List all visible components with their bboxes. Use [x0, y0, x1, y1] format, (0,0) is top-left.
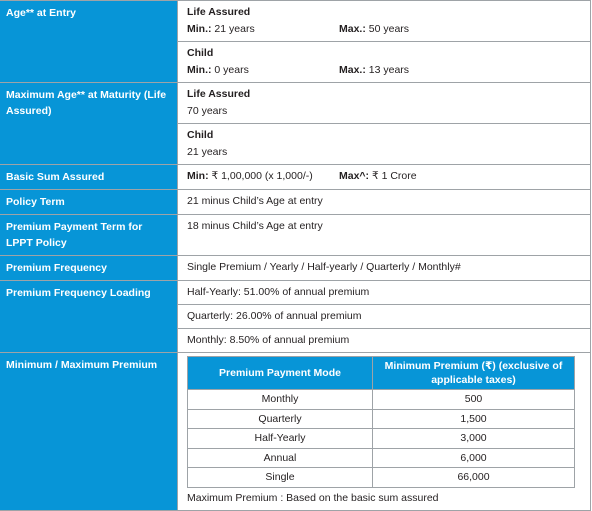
row-age-at-entry: [0, 0, 591, 82]
premium-payment-term-value: 18 minus Child’s Age at entry: [187, 220, 323, 232]
table-row: [188, 409, 575, 429]
max-value: 13 years: [365, 64, 410, 76]
age-at-entry-label: Age** at Entry: [0, 1, 177, 82]
mode-cell: Annual: [188, 448, 373, 468]
header-minimum-premium: Minimum Premium (₹) (exclusive of applicable taxes): [373, 357, 575, 390]
table-row: [188, 448, 575, 468]
age-at-entry-values: [177, 1, 591, 82]
table-row: [188, 468, 575, 488]
loading-monthly: Monthly: 8.50% of annual premium: [178, 328, 590, 352]
max-value: ₹ 1 Crore: [369, 170, 417, 182]
premium-cell: 1,500: [373, 409, 575, 429]
row-policy-term: [0, 189, 591, 214]
min-label: Min:: [187, 170, 209, 182]
mode-cell: Half-Yearly: [188, 429, 373, 449]
premium-frequency-label: Premium Frequency: [0, 256, 177, 280]
premium-cell: 6,000: [373, 448, 575, 468]
min-value: ₹ 1,00,000 (x 1,000/-): [208, 170, 313, 182]
max-label: Max.:: [339, 23, 366, 35]
policy-term-label: Policy Term: [0, 190, 177, 214]
life-assured-heading: Life Assured: [187, 6, 251, 18]
row-premium-frequency: [0, 255, 591, 280]
basic-sum-assured-label: Basic Sum Assured: [0, 165, 177, 189]
min-value: 21 years: [211, 23, 255, 35]
loading-quarterly: Quarterly: 26.00% of annual premium: [178, 304, 590, 328]
table-row: [188, 390, 575, 410]
policy-term-value: 21 minus Child’s Age at entry: [187, 195, 323, 207]
row-min-max-premium: [0, 352, 591, 511]
header-payment-mode: Premium Payment Mode: [188, 357, 373, 390]
max-value: 50 years: [365, 23, 410, 35]
premium-cell: 66,000: [373, 468, 575, 488]
max-label: Max.:: [339, 64, 366, 76]
max-label: Max^:: [339, 170, 370, 182]
basic-sum-assured-values: [178, 165, 590, 188]
max-age-maturity-label: Maximum Age** at Maturity (Life Assured): [0, 83, 177, 164]
row-premium-payment-term: [0, 214, 591, 255]
min-max-premium-label: Minimum / Maximum Premium: [0, 353, 177, 510]
maximum-premium-note: Maximum Premium : Based on the basic sum assured: [187, 491, 439, 504]
row-basic-sum-assured: [0, 164, 591, 189]
premium-payment-term-label: Premium Payment Term for LPPT Policy: [0, 215, 177, 255]
life-assured-value: 70 years: [187, 105, 228, 117]
child-heading: Child: [187, 47, 214, 59]
mode-cell: Single: [188, 468, 373, 488]
maturity-life-assured: [178, 83, 590, 123]
row-premium-frequency-loading: [0, 280, 591, 352]
max-age-maturity-values: [177, 83, 591, 164]
child-heading: Child: [187, 129, 214, 141]
age-entry-life-assured: [178, 1, 590, 41]
mode-cell: Quarterly: [188, 409, 373, 429]
mode-cell: Monthly: [188, 390, 373, 410]
table-header-row: [188, 357, 575, 390]
min-label: Min.:: [187, 23, 212, 35]
table-row: [188, 429, 575, 449]
loading-half-yearly: Half-Yearly: 51.00% of annual premium: [187, 286, 370, 298]
child-value: 21 years: [187, 146, 228, 158]
min-value: 0 years: [211, 64, 249, 76]
premium-frequency-value: Single Premium / Yearly / Half-yearly / Quarterly / Monthly#: [187, 261, 461, 273]
life-assured-heading: Life Assured: [187, 88, 251, 100]
premium-cell: 3,000: [373, 429, 575, 449]
min-label: Min.:: [187, 64, 212, 76]
premium-frequency-loading-label: Premium Frequency Loading: [0, 281, 177, 352]
maturity-child: [178, 123, 590, 164]
age-entry-child: [178, 41, 590, 82]
row-max-age-at-maturity: [0, 82, 591, 164]
minimum-premium-table: [187, 356, 575, 488]
premium-cell: 500: [373, 390, 575, 410]
